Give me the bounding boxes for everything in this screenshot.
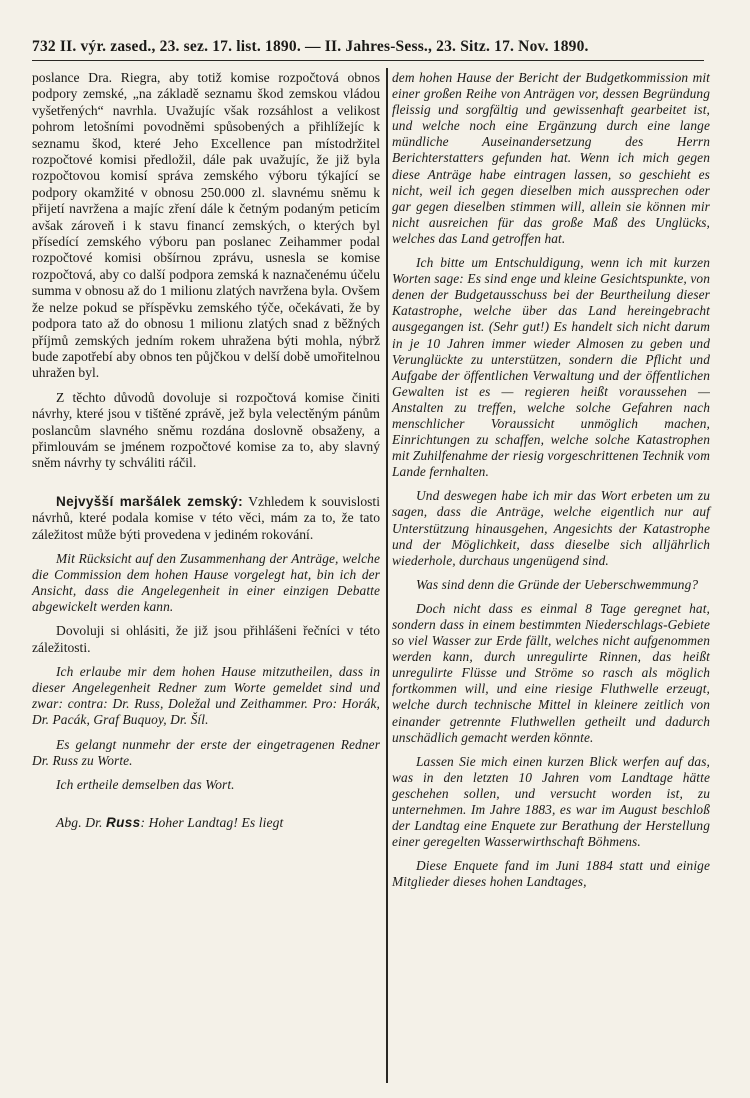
paragraph-german: Ich erlaube mir dem hohen Hause mitzutheilen, dass in dieser Angelegenheit Redner zum Worte gemeldet sind und zwar: contra: Dr. Russ, Doležal und Zeithammer. Pro: Horák, Dr. Pacák, Graf Buquoy, Dr. Šíl. [32,664,380,728]
paragraph-german: Ich ertheile demselben das Wort. [56,776,235,792]
paragraph-german: Ich bitte um Entschuldigung, wenn ich mit kurzen Worten sage: Es sind enge und kleine Gesichtspunkte, von denen der Budgetausschuss bei der Beurtheilung dieser Katastrophe, welche über das Land hereingebracht ausgegangen ist. (Sehr gut!) Es handelt sich nicht darum in je 10 Jahren immer wieder Almosen zu geben und Verunglückte zu unterstützen, sondern die Pflicht und Aufgabe der öffentlichen Verwaltung und der öffentlichen Gewalten ist es — regieren heißt voraussehen — Anstalten zu treffen, welche solche Gefahren nach menschlicher Voraussicht unmöglich machen, Einrichtungen zu schaffen, welche solche Katastrophen mit Zuhilfenahme der riesig vorgeschrittenen Technik vom Lande fernhalten. [392,255,710,480]
column-divider [386,68,388,1083]
speech-text: Vzhledem k souvislosti návrhů, které podala komise v této věci, mám za to, že tato záležitost může býti provedena v jediném rokování. [32,493,380,542]
speaker-prefix: Abg. Dr. [56,814,106,830]
paragraph-speaker [32,494,380,543]
page-header: 732 II. výr. zased., 23. sez. 17. list. 1890. — II. Jahres-Sess., 23. Sitz. 17. Nov. 1890. [32,38,704,61]
paragraph-german: Und deswegen habe ich mir das Wort erbeten um zu sagen, dass die Anträge, welche eigentlich nur auf Unterstützung hinausgehen, Angesichts der Katastrophe und der Möglichkeit, dass dieselbe sich alljährlich wiederhole, durchaus ungenügend sind. [392,488,710,568]
paragraph-german: Es gelangt nunmehr der erste der eingetragenen Redner Dr. Russ zu Worte. [32,736,380,768]
paragraph: Z těchto důvodů dovoluje si rozpočtová komise činiti návrhy, které jsou v tištěné zprávě, jež byla velectěným pánům poslancům slavného sněmu rozdána doslovně obsaženy, a přimlouvám se jménem rozpočtové komise za to, aby slavný sněm návrhy ty schváliti ráčil. [32,389,380,471]
paragraph-german: Doch nicht dass es einmal 8 Tage geregnet hat, sondern dass in einem bestimmten Niederschlags-Gebiete so viel Wasser zur Erde fällt, welches nicht aufgenommen werden kann, durch unregulirte Rinnen, das heißt unregulirte Flüsse und Ströme so rasch als möglich fortkommen will, und eine riesige Fluthwelle erzeugt, welche durch technische Mittel in kleinere zeitlich von einander getrennte Fluthwellen getheilt und dadurch unschädlich gemacht werden könnte. [392,600,710,745]
speech-text: : Hoher Landtag! Es liegt [140,814,284,830]
paragraph-german: Lassen Sie mich einen kurzen Blick werfen auf das, was in den letzten 10 Jahren vom Landtage hätte geschehen sollen, und versucht worden ist, zu unternehmen. Im Jahre 1883, es war im August beschloß der Landtag eine Enquete zur Berathung der Herstellung einer geregelten Wasserwirthschaft Böhmens. [392,753,710,850]
speaker-name: Nejvyšší maršálek zemský: [56,493,243,509]
paragraph-german: Diese Enquete fand im Juni 1884 statt und einige Mitglieder dieses hohen Landtages, [392,858,710,890]
right-column-german [392,70,710,899]
paragraph-german: Mit Rücksicht auf den Zusammenhang der Anträge, welche die Commission dem hohen Hause vorgelegt hat, bin ich der Ansicht, dass die Angelegenheit in einer einzigen Debatte abgewickelt werden kann. [32,550,380,615]
speaker-name: Russ [106,814,141,830]
paragraph-german: dem hohen Hause der Bericht der Budgetkommission mit einer großen Reihe von Anträgen vor, dessen Begründung fleissig und sorgfältig und gewissenhaft gearbeitet ist, und welche noch eine Ergänzung durch eine lange mündliche Auseinandersetzung des Herrn Berichterstatters gefunden hat. Wenn ich mich gegen diese Anträge habe eintragen lassen, so geschieht es nicht, weil ich gegen dieselben mich aussprechen oder gar gegen dieselben stimmen will, allein sie können mir nicht ausreichen für das große Maß des Unglücks, welches das Land getroffen hat. [392,70,710,246]
paragraph-german: Was sind denn die Gründe der Ueberschwemmung? [416,576,699,592]
left-column-czech [32,70,380,839]
paragraph-speaker [32,815,380,831]
paragraph: poslance Dra. Riegra, aby totiž komise rozpočtová obnos podpory zemské, „na základě seznamu škod zemskou vládou vyšetřených“ navrhla. Uvažujíc však rozsáhlost a velikost pohrom letošními povodněmi spůsobených a přihlížejíc k seznamu škod, které Jeho Excellence pan místodržitel rozpočtové komisi předložil, dále pak uvažujíc, že již byla rozpočtovou komisí správa zemského výboru týkající se podpory okamžité v obnosu 250.000 zl. slavnému sněmu k přijetí navržena a majíc zření dále k četným podaným peticím avšak zároveň i k stavu financí zemských, o kterých byl přísedící zemského výboru pan poslanec Zeihammer podal rozpočtové komisi obšírnou zprávu, usnesla se komise rozpočtová, aby co další podpora zemská k naznačenému účelu summa v obnosu až do 1 milionu zlatých navržena byla. Ovšem že nelze pokud se příspěvku zemského týče, očekávati, že by podpora tato až do obnosu 1 milionu zlatých snad z běžných příjmů zemských jedním rokem uhražena býti mohla, nýbrž bude zapotřebí aby obnos ten půjčkou v delší době umořitelnou uhražen byl. [32,70,380,381]
paragraph: Dovoluji si ohlásiti, že již jsou přihlášeni řečníci v této záležitosti. [32,623,380,655]
